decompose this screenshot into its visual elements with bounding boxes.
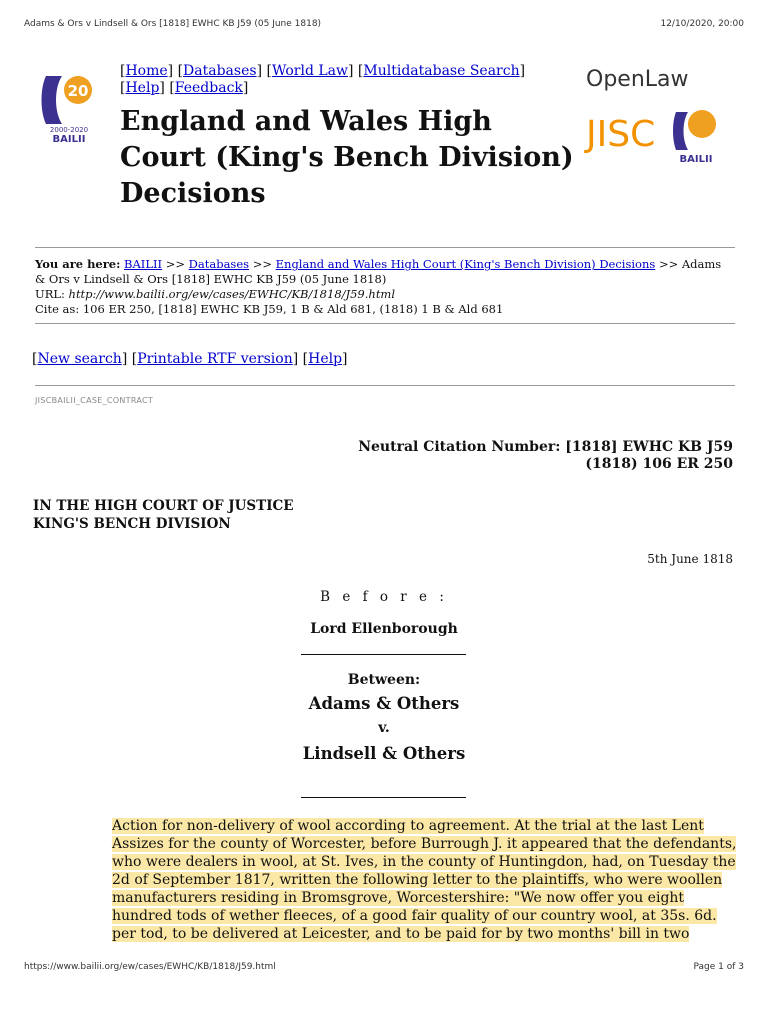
breadcrumb-separator: >> [252,257,272,271]
nav-databases-link[interactable]: Databases [183,63,257,79]
print-header-title: Adams & Ors v Lindsell & Ors [1818] EWHC KB J59 (05 June 1818) [24,19,322,29]
breadcrumb-databases-link[interactable]: Databases [188,257,250,271]
body-line: who were dealers in wool, at St. Ives, in the county of Huntingdon, had, on Tuesday the [112,854,736,870]
nav-world-law-link[interactable]: World Law [271,63,349,79]
document-tools: [New search] [Printable RTF version] [Help] [32,351,348,367]
print-header-datetime: 12/10/2020, 20:00 [660,19,744,29]
body-line: per tod, to be delivered at Leicester, and to be paid for by two months' bill in two [112,926,690,942]
divider [35,247,735,248]
claimant-party: Adams & Others [308,694,460,713]
between-heading: Between: [347,672,421,688]
divider [35,323,735,324]
separator-line [301,654,466,655]
body-line: Assizes for the county of Worcester, before Burrough J. it appeared that the defendants, [112,836,737,852]
bailii-sphere-icon [688,110,716,138]
separator-line [301,797,466,798]
judgment-date: 5th June 1818 [647,552,733,566]
new-search-link[interactable]: New search [37,351,122,367]
bailii-logo-arc [42,76,63,124]
versus-label: v. [378,720,390,736]
court-division: KING'S BENCH DIVISION [33,516,231,532]
breadcrumb-bailii-link[interactable]: BAILII [124,257,163,271]
nav-help-link[interactable]: Help [125,80,160,96]
breadcrumb-current: >> Adams & Ors v Lindsell & Ors [1818] EWHC KB J59 (05 June 1818) [35,257,722,286]
judge-name: Lord Ellenborough [310,621,458,637]
neutral-citation-number: Neutral Citation Number: [1818] EWHC KB J59 [358,439,733,455]
openlaw-wordmark: OpenLaw [586,67,689,92]
jisc-wordmark: JISC [586,114,656,155]
case-type-tag: JISCBAILII_CASE_CONTRACT [35,396,154,405]
bailii-logo-name: BAILII [52,134,86,144]
nav-home-link[interactable]: Home [125,63,168,79]
bailii-logo-badge: 20 [67,82,89,100]
print-footer-page: Page 1 of 3 [693,962,744,972]
body-line: 2d of September 1817, written the following letter to the plaintiffs, who were woollen [112,872,723,888]
url-label: URL: [35,287,65,301]
breadcrumb-separator: >> [165,257,185,271]
breadcrumb [35,257,735,317]
court-heading [33,497,294,533]
defendant-party: Lindsell & Others [302,744,466,763]
top-navigation: [Home] [Databases] [World Law] [Multidatabase Search] [Help] [Feedback] [120,63,526,96]
nav-multidatabase-search-link[interactable]: Multidatabase Search [363,63,520,79]
help-link[interactable]: Help [308,351,343,367]
body-line: manufacturers residing in Bromsgrove, Worcestershire: "We now offer you eight [112,890,685,906]
before-heading: B e f o r e : [320,589,448,605]
body-line: Action for non-delivery of wool according to agreement. At the trial at the last Lent [112,818,704,834]
bailii-small-wordmark: BAILII [679,154,713,165]
court-name: IN THE HIGH COURT OF JUSTICE [33,498,294,514]
neutral-citation [358,439,733,473]
printable-rtf-link[interactable]: Printable RTF version [137,351,293,367]
report-citation: (1818) 106 ER 250 [585,456,733,472]
bailii-logo-years: 2000-2020 [49,126,89,134]
case-url: http://www.bailii.org/ew/cases/EWHC/KB/1818/J59.html [68,287,396,301]
openlaw-jisc-bailii-logo[interactable] [584,62,734,170]
bailii-arc-icon [673,112,688,150]
breadcrumb-label: You are here: [35,257,121,271]
judgment-body [112,817,738,943]
divider [35,385,735,386]
breadcrumb-court-link[interactable]: England and Wales High Court (King's Bench Division) Decisions [275,257,656,271]
bailii-20-years-logo[interactable] [38,68,100,144]
cite-as: Cite as: 106 ER 250, [1818] EWHC KB J59, 1 B & Ald 681, (1818) 1 B & Ald 681 [35,302,504,316]
print-footer-url: https://www.bailii.org/ew/cases/EWHC/KB/1818/J59.html [24,962,276,972]
page-title: England and Wales High Court (King's Bench Division) Decisions [120,106,574,209]
body-line: hundred tods of wether fleeces, of a good fair quality of our country wool, at 35s. 6d. [112,908,717,924]
nav-feedback-link[interactable]: Feedback [174,80,243,96]
